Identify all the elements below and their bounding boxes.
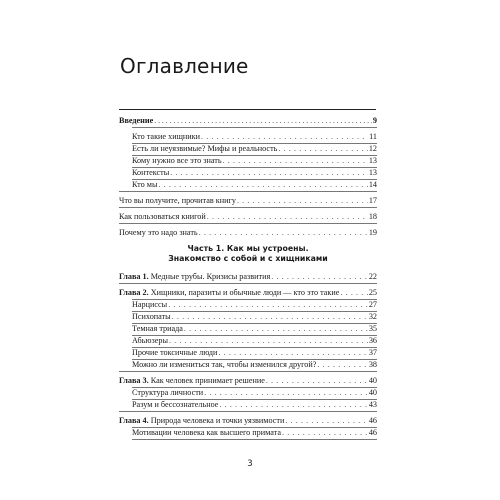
part-heading-line1[interactable]: Часть 1. Как мы устроены. [187, 244, 309, 253]
divider [119, 207, 377, 208]
dot-leader [207, 212, 368, 222]
toc-subentry[interactable] [119, 426, 377, 438]
dot-leader [237, 196, 368, 206]
toc-entry-label: Введение [119, 116, 154, 125]
toc-subentry[interactable] [119, 398, 377, 410]
toc-entry-page: 38 [368, 360, 377, 369]
chapter-title: Как человек принимает решение [148, 376, 265, 385]
dot-leader [340, 288, 367, 298]
toc-entry-page: 9 [372, 116, 377, 125]
toc-entry-label: Кто мы [132, 180, 158, 189]
toc-entry-page: 37 [368, 348, 377, 357]
toc-entry-page: 17 [368, 196, 377, 205]
chapter-prefix: Глава 4. [119, 416, 149, 425]
toc-entry-label: Разум и бессознательное [132, 400, 219, 409]
toc-entry-page: 35 [368, 324, 377, 333]
chapter-title: Хищники, паразиты и обычные люди — кто это такие [148, 288, 340, 297]
dot-leader [170, 168, 368, 178]
toc-chapter-3[interactable] [119, 374, 377, 386]
dot-leader [282, 428, 368, 438]
chapter-prefix: Глава 2. [119, 288, 149, 297]
page-title: Оглавление [120, 54, 249, 78]
dot-leader [154, 116, 372, 126]
chapter-prefix: Глава 3. [119, 376, 149, 385]
toc-entry-label: Кому нужно все это знать [132, 156, 222, 165]
toc-entry-label: Структура личности [132, 388, 204, 397]
toc-entry-page: 46 [368, 416, 377, 425]
dot-leader [317, 360, 367, 370]
toc-subentry[interactable] [119, 346, 377, 358]
toc-entry-page: 22 [368, 272, 377, 281]
dot-leader [199, 228, 368, 238]
toc-entry-page: 40 [368, 388, 377, 397]
title-rule [119, 109, 376, 110]
toc-entry-page: 46 [368, 428, 377, 437]
dot-leader [266, 376, 368, 386]
toc-subentry[interactable] [119, 358, 377, 370]
toc-entry-label: Есть ли неуязвимые? Мифы и реальность [132, 144, 278, 153]
divider [119, 371, 377, 372]
toc-entry-page: 13 [368, 168, 377, 177]
toc-chapter-2[interactable] [119, 286, 377, 298]
dot-leader [285, 416, 367, 426]
toc-entry-label: Психопаты [132, 312, 171, 321]
divider [119, 411, 377, 412]
divider [119, 223, 377, 224]
toc-chapter-label [119, 416, 284, 426]
toc-entry-page: 19 [368, 228, 377, 237]
toc-chapter-1[interactable] [119, 270, 377, 282]
dot-leader [204, 388, 368, 398]
toc-entry-label: Абьюзеры [132, 336, 168, 345]
toc-entry-page: 14 [368, 180, 377, 189]
toc-chapter-4[interactable] [119, 414, 377, 426]
toc-entry-page: 12 [368, 144, 377, 153]
dot-leader [169, 336, 368, 346]
toc-subentry[interactable] [119, 334, 377, 346]
toc-entry-label: Кто такие хищники [132, 132, 201, 141]
toc-entry-page: 43 [368, 400, 377, 409]
toc-subentry[interactable] [119, 310, 377, 322]
toc-entry-label: Прочие токсичные люди [132, 348, 218, 357]
divider [119, 283, 377, 284]
toc-entry-page: 11 [369, 132, 377, 141]
toc-entry-page: 36 [368, 336, 377, 345]
toc-entry-label: Можно ли измениться так, чтобы изменился другой? [132, 360, 317, 369]
toc-chapter-label [119, 288, 339, 298]
toc-chapter-label [119, 376, 265, 386]
dot-leader [172, 312, 368, 322]
toc-entry-page: 32 [368, 312, 377, 321]
part-heading-line2: Знакомство с собой и с хищниками [168, 254, 328, 263]
toc-subentry[interactable] [119, 142, 377, 154]
page-number: 3 [247, 459, 253, 469]
toc-entry-intro[interactable] [119, 114, 377, 126]
toc-entry[interactable] [119, 194, 377, 206]
toc-entry-label: Как пользоваться книгой [119, 212, 206, 221]
dot-leader [219, 400, 367, 410]
divider [132, 439, 377, 440]
toc-chapter-label [119, 272, 270, 282]
toc-entry-label: Почему это надо знать [119, 228, 198, 237]
toc-subentry[interactable] [119, 178, 377, 190]
divider [132, 127, 377, 128]
chapter-title: Медные трубы. Кризисы развития [148, 272, 271, 281]
toc-entry-label: Мотивации человека как высшего примата [132, 428, 281, 437]
toc-subentry[interactable] [119, 322, 377, 334]
toc-entry-label: Темная триада [132, 324, 183, 333]
toc-subentry[interactable] [119, 386, 377, 398]
toc-subentry[interactable] [119, 154, 377, 166]
dot-leader [158, 180, 367, 190]
toc-entry-page: 18 [368, 212, 377, 221]
toc-entry-label: Что вы получите, прочитав книгу [119, 196, 236, 205]
dot-leader [223, 156, 368, 166]
chapter-prefix: Глава 1. [119, 272, 149, 281]
toc-entry-page: 25 [368, 288, 377, 297]
dot-leader [184, 324, 368, 334]
toc-entry-page: 13 [368, 156, 377, 165]
toc-entry[interactable] [119, 226, 377, 238]
toc-entry[interactable] [119, 210, 377, 222]
toc-entry-label: Контексты [132, 168, 170, 177]
toc-entry-page: 40 [368, 376, 377, 385]
dot-leader [218, 348, 367, 358]
toc-subentry[interactable] [119, 166, 377, 178]
toc-entry-page: 27 [368, 300, 377, 309]
dot-leader [278, 144, 367, 154]
dot-leader [201, 132, 368, 142]
dot-leader [271, 272, 368, 282]
chapter-title: Природа человека и точки уязвимости [148, 416, 285, 425]
toc-subentry[interactable] [119, 298, 377, 310]
toc-subentry[interactable] [119, 130, 377, 142]
divider [119, 191, 377, 192]
toc-entry-label: Нарциссы [132, 300, 168, 309]
dot-leader [168, 300, 368, 310]
